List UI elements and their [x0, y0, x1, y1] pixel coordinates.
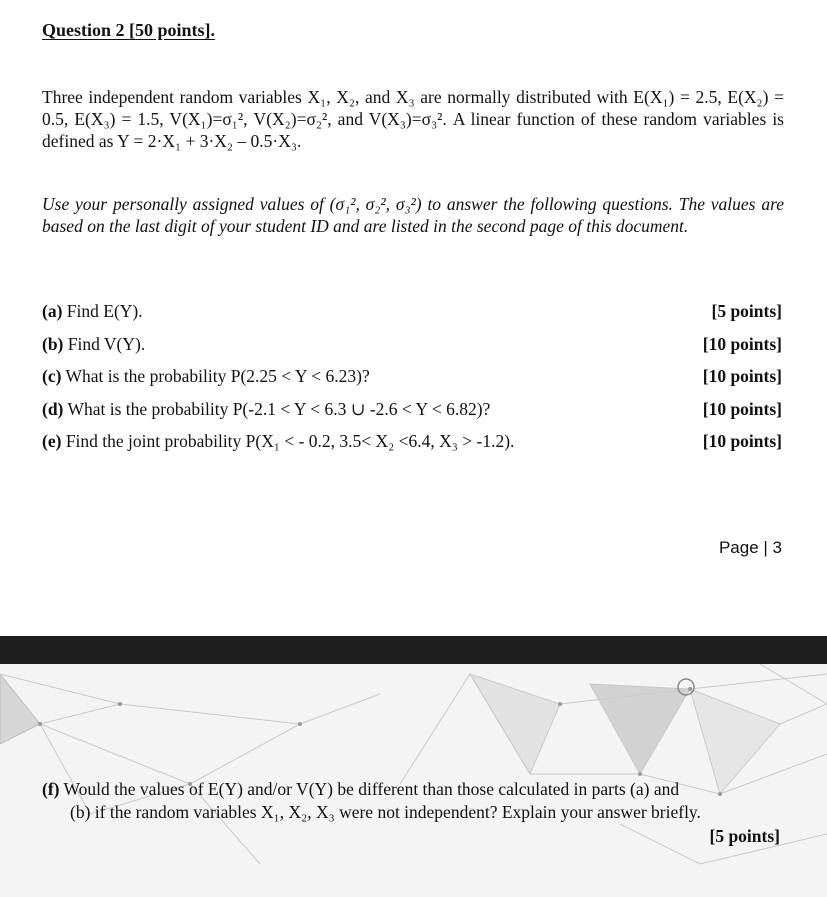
part-points: [5 points] — [711, 301, 782, 321]
part-f-line2: (b) if the random variables X₁, X₂, X₃ were not independent? Explain your answer briefly. — [70, 802, 701, 822]
part-label: (d) — [42, 398, 64, 419]
page-separator-band — [0, 636, 827, 664]
question-instructions: Use your personally assigned values of (σ₁², σ₂², σ₃²) to answer the following questions. The values are based on the last digit of your student ID and are listed in the second page of this document. — [42, 194, 784, 236]
part-points: [10 points] — [702, 431, 782, 451]
part-c — [42, 365, 782, 398]
part-points: [10 points] — [702, 333, 782, 354]
part-f — [42, 778, 787, 824]
part-f-line1: Would the values of E(Y) and/or V(Y) be different than those calculated in parts (a) and — [59, 779, 680, 799]
part-text: Find the joint probability P(X₁ < - 0.2, 3.5< X₂ <6.4, X₃ > -1.2). — [61, 431, 515, 451]
part-f-points: [5 points] — [709, 826, 780, 846]
question-parts-list — [42, 300, 782, 463]
part-b — [42, 333, 782, 366]
part-text: Find E(Y). — [62, 301, 143, 321]
page-number: Page | 3 — [718, 538, 782, 557]
question-title: Question 2 [50 points]. — [42, 20, 216, 40]
part-label: (e) — [42, 431, 62, 451]
part-a — [42, 300, 782, 333]
part-label: (a) — [42, 301, 63, 321]
question-intro: Three independent random variables X₁, X₂, and X₃ are normally distributed with E(X₁) = 2.5, E(X₂) = 0.5, E(X₃) = 1.5, V(X₁)=σ₁², V(X₂)=σ₂², and V(X₃)=σ₃². A linear function of these random variables is defined as Y = 2·X₁ + 3·X₂ – 0.5·X₃. — [42, 87, 784, 151]
part-text: What is the probability P(2.25 < Y < 6.23)? — [61, 366, 370, 386]
part-label: (c) — [42, 366, 62, 386]
part-points: [10 points] — [702, 366, 782, 386]
part-label: (b) — [42, 333, 64, 354]
part-d — [42, 398, 782, 431]
part-points: [10 points] — [702, 398, 782, 419]
part-text: What is the probability P(-2.1 < Y < 6.3 ∪ -2.6 < Y < 6.82)? — [63, 398, 491, 419]
part-text: Find V(Y). — [63, 333, 146, 354]
part-label: (f) — [42, 779, 60, 799]
part-e — [42, 430, 782, 463]
